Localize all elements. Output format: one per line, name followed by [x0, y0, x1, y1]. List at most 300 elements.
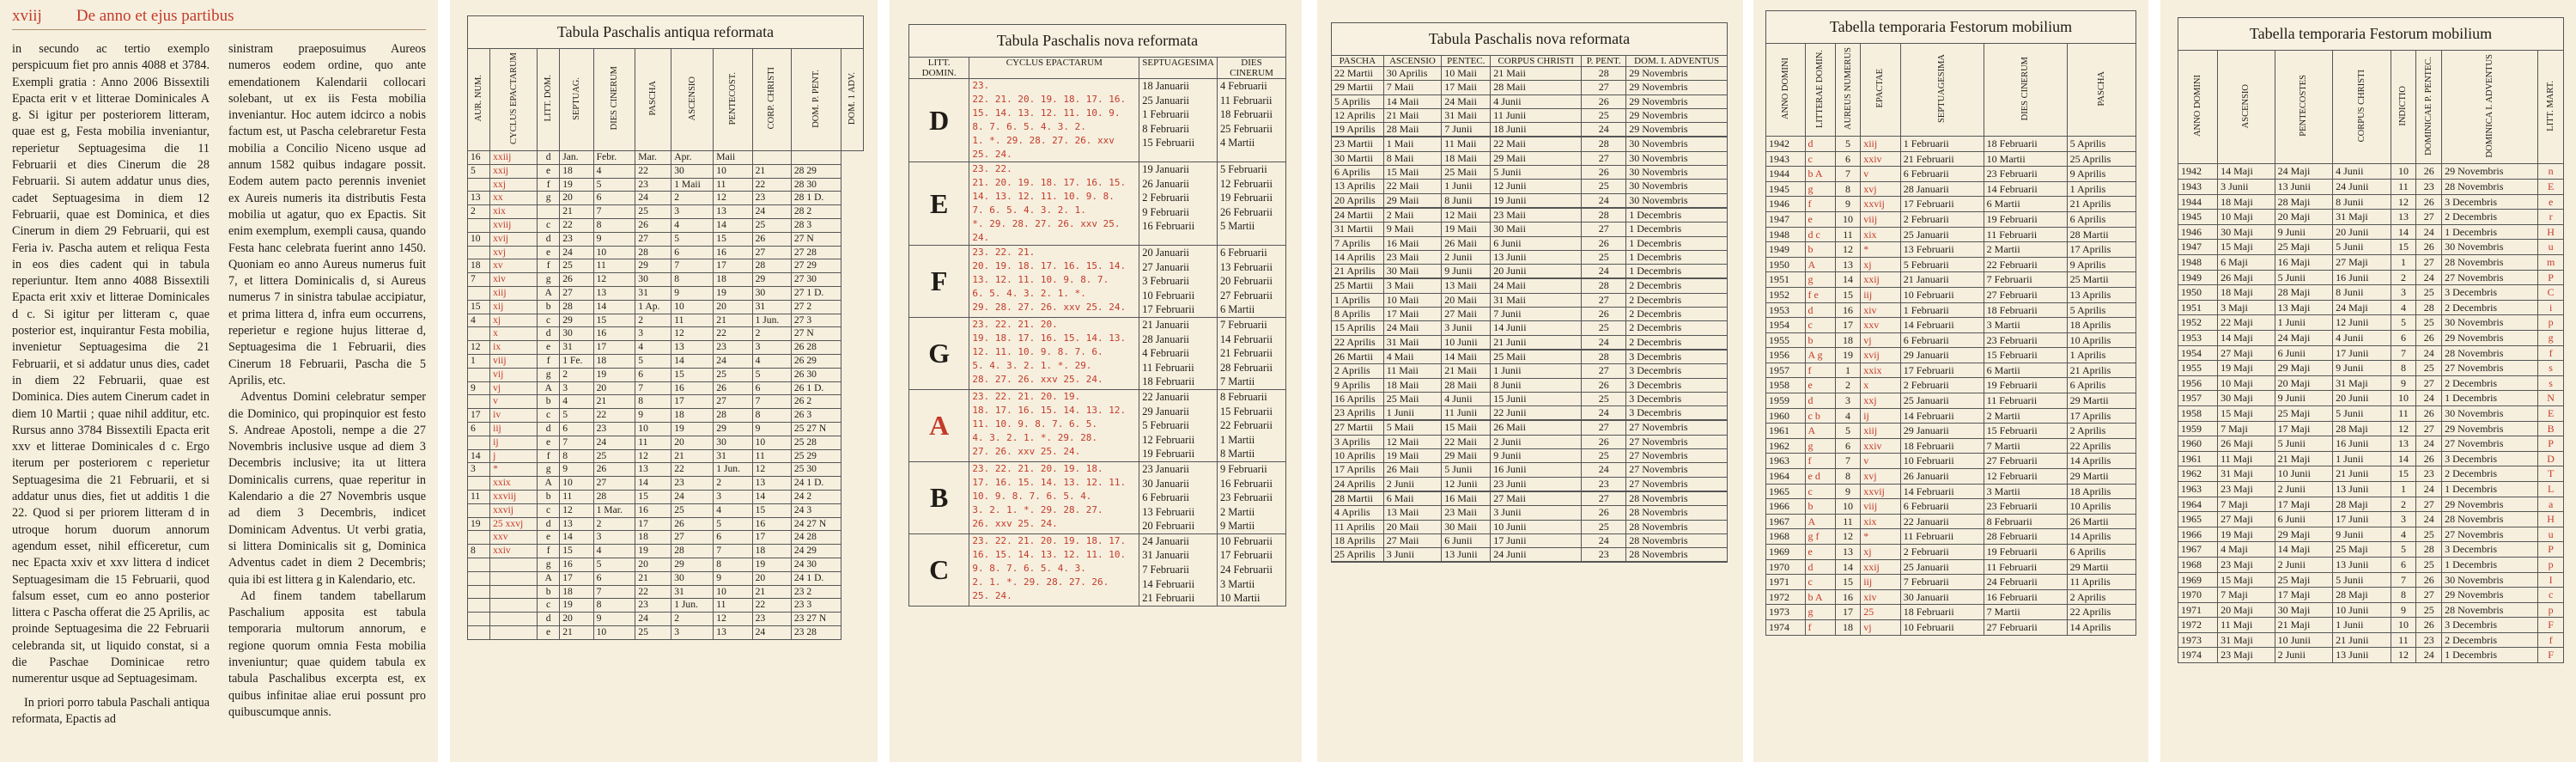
table-cell: i — [2538, 300, 2564, 315]
table-cell: 11 Junii — [1442, 406, 1491, 421]
table-cell: 18 Aprilis — [2067, 318, 2136, 333]
column-header — [2178, 51, 2218, 164]
table-cell: 2 Decembris — [2442, 632, 2538, 648]
table-row — [2178, 648, 2564, 663]
table-cell: 17 — [635, 517, 671, 531]
table-row — [1332, 137, 1728, 151]
dominical-letter: C — [909, 533, 969, 606]
table-cell: 8 — [593, 219, 635, 233]
table-cell: 10 Junii — [2333, 602, 2391, 618]
table-cell: 23 — [560, 232, 593, 246]
table-cell: 4 — [468, 314, 490, 327]
table-cell: 27 N — [791, 327, 841, 341]
running-head: De anno et ejus partibus — [76, 7, 234, 25]
table-cell: 17 — [752, 531, 791, 545]
table-cell: 5 — [1835, 136, 1860, 151]
table-row — [468, 463, 864, 477]
date-line: 31 Januarii — [1142, 549, 1189, 562]
table-row — [2178, 270, 2564, 285]
table-cell: 23 Maii — [1442, 506, 1491, 520]
table-cell: 25 — [2416, 527, 2442, 542]
column-header — [1861, 44, 1901, 137]
table-cell: 1 Aprilis — [1332, 293, 1384, 307]
table-cell: 10 Maii — [1383, 293, 1442, 307]
table-cell: 17 — [1835, 605, 1860, 620]
table-cell: 12 Junii — [1442, 477, 1491, 491]
table-cell: 24 3 — [791, 503, 841, 517]
epact-line: 4. 3. 2. 1. *. 29. 28. — [972, 431, 1098, 443]
table-cell: D — [2538, 451, 2564, 466]
table-cell: x — [1861, 378, 1901, 393]
table-cell: 18 — [560, 164, 593, 178]
column-header-label: EPACTAE — [1875, 69, 1886, 108]
table-cell: 26 Maii — [1491, 420, 1582, 435]
table-cell: 15 — [593, 314, 635, 327]
table-cell: 20 Junii — [2333, 224, 2391, 240]
table-cell: 1948 — [1766, 227, 1806, 242]
table-cell: 5 — [671, 232, 714, 246]
table-cell: 4 — [593, 164, 635, 178]
table-cell: 6 Martii — [1984, 363, 2067, 378]
table-cell: xij — [490, 300, 538, 314]
table-cell: 28 Martii — [1332, 491, 1384, 506]
epact-line: 11. 10. 9. 8. 7. 6. 5. — [972, 418, 1098, 430]
table-cell: 11 — [1835, 227, 1860, 242]
table-row — [468, 219, 864, 233]
table-cell: 13 — [593, 286, 635, 300]
table-cell: 22 Junii — [1491, 406, 1582, 421]
table-row — [468, 232, 864, 246]
table-cell: 21 — [752, 164, 791, 178]
table-cell: viij — [1861, 499, 1901, 515]
table-cell: 21 Maji — [2275, 618, 2332, 633]
date-line: 24 Januarii — [1142, 534, 1189, 547]
gutter — [878, 0, 890, 762]
table-cell: 1 Decembris — [2442, 648, 2538, 663]
table-cell: v — [1861, 167, 1901, 182]
table-cell: g — [538, 192, 560, 205]
table-cell: xxvij — [490, 503, 538, 517]
table-cell: 17 Maji — [2275, 588, 2332, 603]
table-cell: 3 Maji — [2218, 300, 2275, 315]
table-cell: 21 Januarii — [1900, 272, 1984, 288]
paragraph: Ad finem tandem tabellarum Paschalium apposita est tabula temporaria multorum annorum, e regione quorum omnia Festa mobilia inveniuntur; quae quidem tabula ex tabula Paschalibus excerpta est, ex quibus infinitae aliae erui possunt pro quibuscumque annis. — [228, 588, 426, 719]
table-cell: iij — [1861, 287, 1901, 302]
table-cell — [468, 395, 490, 409]
table-cell: 3 — [2391, 285, 2416, 301]
table-cell: 14 Maii — [1383, 94, 1442, 108]
table-cell: 7 — [593, 205, 635, 219]
table-cell: 1948 — [2178, 255, 2218, 271]
table-cell: 28 Novembris — [2442, 602, 2538, 618]
table-cell: 15 Maji — [2218, 240, 2275, 255]
table-cell: 3 — [1835, 393, 1860, 409]
table-row — [1332, 335, 1728, 350]
date-line: 9 Martii — [1219, 520, 1255, 533]
column-header: PASCHA — [1332, 56, 1384, 67]
table-cell: 2 Decembris — [2442, 210, 2538, 225]
table-cell: 21 — [635, 571, 671, 585]
table-cell: 25 — [2416, 602, 2442, 618]
table-cell: 1942 — [2178, 164, 2218, 180]
table-cell: 25 — [560, 259, 593, 273]
table-cell — [468, 613, 490, 626]
table-cell: 6 — [593, 192, 635, 205]
table-cell: 1945 — [2178, 210, 2218, 225]
epact-line: 19. 18. 17. 16. 15. 14. 13. — [972, 332, 1127, 344]
table-cell — [538, 205, 560, 219]
column-header — [752, 49, 791, 151]
table-cell: 25 Aprilis — [1332, 548, 1384, 563]
table-cell: 7 — [671, 259, 714, 273]
table-cell: xxij — [490, 164, 538, 178]
table-cell: 6 — [468, 422, 490, 436]
table-cell: c — [1805, 151, 1835, 167]
table-cell: 23 Maji — [2218, 557, 2275, 572]
table-row — [2178, 512, 2564, 527]
table-cell: 1973 — [2178, 632, 2218, 648]
table-cell: 21 Maii — [1442, 364, 1491, 378]
date-line: 1 Februarii — [1142, 108, 1189, 121]
gutter — [438, 0, 450, 762]
table-cell: 10 Junii — [2275, 466, 2332, 482]
table-cell: 5 Junii — [2275, 270, 2332, 285]
table-cell: xxvij — [1861, 484, 1901, 499]
table-cell: g — [2538, 331, 2564, 346]
table-cell: 15 — [468, 300, 490, 314]
table-cell: 1968 — [2178, 557, 2218, 572]
table-row — [1332, 477, 1728, 491]
table-cell: 27 3 — [791, 314, 841, 327]
table-cell: 26 30 — [791, 368, 841, 381]
table-row — [468, 409, 864, 423]
table-cell: 3 — [2391, 512, 2416, 527]
table-cell: 25 — [1582, 321, 1626, 335]
table-cell: 26 — [671, 517, 714, 531]
table-cell: 21 Aprilis — [1332, 265, 1384, 279]
table-cell: vj — [1861, 619, 1901, 635]
table-cell: 25 xxvj — [490, 517, 538, 531]
table-cell: 1962 — [1766, 438, 1806, 454]
table-row — [1766, 151, 2136, 167]
table-cell: 19 Maii — [1383, 449, 1442, 463]
table-cell: xxij — [1861, 559, 1901, 575]
table-cell: 7 Maji — [2218, 497, 2275, 512]
table-row — [1766, 378, 2136, 393]
table-cell: 21 Maii — [1383, 108, 1442, 122]
table-row — [2178, 497, 2564, 512]
epact-line: 12. 11. 10. 9. 8. 7. 6. — [972, 345, 1103, 357]
table-cell: A — [538, 381, 560, 395]
table-row — [1766, 605, 2136, 620]
table-cell: 22 Januarii — [1900, 514, 1984, 529]
date-line: 11 Februarii — [1142, 361, 1194, 374]
table-cell: 2 Martii — [1984, 242, 2067, 258]
table-cell: 29 Maji — [2275, 361, 2332, 376]
table-row — [1332, 94, 1728, 108]
table-cell: 29 Novembris — [1626, 94, 1728, 108]
table-cell: 22 Aprilis — [1332, 335, 1384, 350]
table-row — [1332, 67, 1728, 81]
table-cell: 19 — [1835, 348, 1860, 363]
table-cell: 8 Maii — [1383, 151, 1442, 165]
table-cell: 11 — [2391, 405, 2416, 421]
table-cell: 22 — [635, 585, 671, 599]
table-cell: 25 — [752, 219, 791, 233]
column-header-label: AUR. NUM. — [474, 75, 484, 122]
column-header-label: PENTECOST. — [727, 71, 738, 125]
column-header-label: PASCHA — [648, 81, 659, 116]
table-row — [468, 192, 864, 205]
date-line: 23 Januarii — [1142, 462, 1189, 475]
table-cell: iij — [1861, 575, 1901, 590]
column-header — [2333, 51, 2391, 164]
table-cell: 9 — [752, 422, 791, 436]
table-row — [1766, 499, 2136, 515]
epact-line: 2. 1. *. 29. 28. 27. 26. — [972, 576, 1109, 588]
table-row — [468, 477, 864, 491]
date-line: 10 Februarii — [1219, 534, 1273, 547]
table-cell: 9 — [593, 613, 635, 626]
table-cell: 21 Junii — [2333, 466, 2391, 482]
table-cell: 28 — [1582, 67, 1626, 81]
table-cell: e — [538, 341, 560, 355]
table-cell: d — [538, 517, 560, 531]
table-cell: Maii — [714, 151, 752, 165]
table-cell: 11 — [2391, 180, 2416, 195]
date-line: 8 Februarii — [1219, 390, 1267, 403]
table-cell: iij — [490, 422, 538, 436]
table-cell: 7 — [1835, 167, 1860, 182]
table-cell: xxviij — [490, 490, 538, 503]
table-cell: 1950 — [1766, 257, 1806, 272]
column-header — [2275, 51, 2332, 164]
table-cell: xiv — [490, 273, 538, 287]
table-cell: 9 — [714, 571, 752, 585]
table-cell: 29 Martii — [1332, 81, 1384, 94]
table-cell: 1 Aprilis — [2067, 348, 2136, 363]
table-cell: 5 Junii — [2275, 436, 2332, 452]
table-cell: e — [538, 625, 560, 639]
table-cell: 1954 — [2178, 345, 2218, 361]
table-cell: 21 Aprilis — [2067, 197, 2136, 212]
table-cell: xv — [490, 259, 538, 273]
table-row — [1766, 211, 2136, 227]
table-cell: 7 Junii — [1442, 123, 1491, 137]
table-cell: 13 Maji — [2275, 300, 2332, 315]
table-row — [2178, 632, 2564, 648]
table-cell: 11 — [671, 314, 714, 327]
table-cell: 16 — [752, 517, 791, 531]
table-cell: xj — [490, 314, 538, 327]
table-cell: 14 Maii — [1442, 350, 1491, 364]
table-cell: 28 Maji — [2333, 421, 2391, 436]
table-cell: 25 — [1582, 520, 1626, 533]
table-cell: 1967 — [2178, 542, 2218, 558]
table-cell: 3 Decembris — [1626, 364, 1728, 378]
table-cell: 21 Aprilis — [2067, 363, 2136, 378]
table-cell: 6 Junii — [1442, 533, 1491, 547]
table-cell: 1971 — [2178, 602, 2218, 618]
table-cell: 27 Novembris — [1626, 420, 1728, 435]
table-cell: 7 — [2391, 345, 2416, 361]
table-cell: 6 — [671, 246, 714, 259]
table-cell: 1942 — [1766, 136, 1806, 151]
table-cell: 29 — [671, 558, 714, 571]
table-cell: 17 Maji — [2275, 497, 2332, 512]
table-cell: r — [2538, 210, 2564, 225]
table-row — [1766, 363, 2136, 378]
table-cell: 12 Aprilis — [1332, 108, 1384, 122]
table-cell: 21 — [671, 449, 714, 463]
table-cell: 3 Decembris — [2442, 542, 2538, 558]
table-cell: 2 — [752, 327, 791, 341]
table-cell: p — [2538, 602, 2564, 618]
table-cell: 11 — [2391, 632, 2416, 648]
table-cell: 29 Januarii — [1900, 348, 1984, 363]
table-cell: 17 Aprilis — [2067, 242, 2136, 258]
table-cell: 5 — [2391, 315, 2416, 331]
table-row — [468, 286, 864, 300]
table-cell: 14 — [468, 449, 490, 463]
table-cell: 30 Novembris — [1626, 151, 1728, 165]
table-cell: xx — [490, 192, 538, 205]
table-cell: 7 Maii — [1383, 81, 1442, 94]
date-line: 17 Februarii — [1142, 303, 1195, 316]
table-cell: 24 Maji — [2275, 331, 2332, 346]
table-cell: 1966 — [2178, 527, 2218, 542]
table-cell: 11 Februarii — [1900, 529, 1984, 545]
table-cell: 3 Decembris — [1626, 406, 1728, 421]
table-row — [1332, 236, 1728, 250]
dies-cinerum-cell — [1217, 162, 1285, 246]
table-cell: 10 — [468, 232, 490, 246]
table-cell: vj — [490, 381, 538, 395]
table-cell — [752, 151, 791, 165]
table-cell: 12 — [468, 341, 490, 355]
table-cell: 20 — [714, 300, 752, 314]
table-cell: 10 — [714, 164, 752, 178]
table-cell: 1966 — [1766, 499, 1806, 515]
table-cell: 27 — [2416, 497, 2442, 512]
column-header — [2218, 51, 2275, 164]
table-cell: 2 Aprilis — [2067, 424, 2136, 439]
table-row — [2178, 361, 2564, 376]
table-row — [1766, 529, 2136, 545]
folio: xviij — [12, 7, 42, 25]
table-cell: ij — [490, 436, 538, 449]
table-cell: 17 — [593, 341, 635, 355]
table-cell: 30 Maii — [1442, 520, 1491, 533]
table-cell: xix — [1861, 514, 1901, 529]
table-cell: 1959 — [1766, 393, 1806, 409]
date-line: 14 Februarii — [1219, 332, 1273, 345]
table-cell: 29 Maii — [1383, 193, 1442, 208]
date-line: 22 Januarii — [1142, 390, 1189, 403]
table-cell: 29 Novembris — [2442, 497, 2538, 512]
table-cell: 5 — [714, 517, 752, 531]
date-line: 24 Februarii — [1219, 564, 1273, 576]
table-cell: 10 Junii — [2275, 632, 2332, 648]
table-cell: 1 Junii — [1383, 406, 1442, 421]
table-cell: 1 Decembris — [1626, 223, 1728, 236]
table-cell: xj — [1861, 257, 1901, 272]
table-row — [1332, 364, 1728, 378]
table-cell: 1965 — [1766, 484, 1806, 499]
table-row — [1332, 278, 1728, 293]
table-cell — [468, 477, 490, 491]
column-header: DIES CINERUM — [1217, 58, 1285, 79]
table-row — [2178, 345, 2564, 361]
table-cell: 26 Maji — [2218, 270, 2275, 285]
table-cell: 13 Maii — [1442, 278, 1491, 293]
table-cell: 10 — [1835, 499, 1860, 515]
column-header-label: PASCHA — [2096, 70, 2106, 107]
column-header — [1835, 44, 1860, 137]
table-title: Tabula Paschalis nova reformata — [1331, 22, 1728, 55]
table-cell: 12 — [635, 449, 671, 463]
table-cell: 13 — [671, 341, 714, 355]
table-cell: 16 Maji — [2275, 255, 2332, 271]
table-cell: 1958 — [1766, 378, 1806, 393]
table-cell: 24 Junii — [1491, 548, 1582, 563]
table-cell: B — [2538, 421, 2564, 436]
table-cell: d — [1805, 136, 1835, 151]
table-cell: 6 Junii — [2275, 512, 2332, 527]
table-cell: 24 — [752, 205, 791, 219]
table-cell: 24 Maii — [1383, 321, 1442, 335]
table-cell: 21 Maji — [2275, 451, 2332, 466]
table-cell: 1952 — [1766, 287, 1806, 302]
table-cell: 3 — [714, 490, 752, 503]
table-cell: g f — [1805, 529, 1835, 545]
table-cell: C — [2538, 285, 2564, 301]
table-cell: 29 Novembris — [2442, 331, 2538, 346]
table-cell: xxiij — [490, 151, 538, 165]
table-row — [468, 273, 864, 287]
table-cell: 26 — [2416, 194, 2442, 210]
table-cell: 1968 — [1766, 529, 1806, 545]
table-cell: 24 — [635, 192, 671, 205]
table-cell: 5 Junii — [1491, 166, 1582, 180]
column-header-label: CORPUS CHRISTI — [2356, 70, 2366, 143]
table-cell: f — [538, 178, 560, 192]
table-cell: 13 — [560, 517, 593, 531]
table-cell: 31 Maji — [2218, 632, 2275, 648]
table-cell: 20 — [671, 436, 714, 449]
table-cell: 9 — [1835, 197, 1860, 212]
table-cell: 19 Februarii — [1984, 378, 2067, 393]
table-cell: N — [2538, 391, 2564, 406]
table-cell: 14 Maji — [2218, 164, 2275, 180]
table-cell — [791, 151, 841, 165]
table-cell: 29 — [714, 422, 752, 436]
table-cell: 27 — [1582, 364, 1626, 378]
paschal-table-nova-epacts — [908, 57, 1286, 607]
date-line: 23 Februarii — [1219, 491, 1273, 504]
table-cell: 27 28 — [791, 246, 841, 259]
table-cell: 6 — [2391, 331, 2416, 346]
table-cell: 31 — [714, 449, 752, 463]
epact-cycle — [969, 162, 1139, 246]
table-cell: 22 — [671, 463, 714, 477]
table-cell: 31 Maii — [1383, 335, 1442, 350]
table-cell: 31 — [752, 300, 791, 314]
table-cell: 27 N — [791, 232, 841, 246]
table-cell: 12 — [1835, 529, 1860, 545]
table-cell: 14 — [635, 477, 671, 491]
table-cell: 24 — [1582, 335, 1626, 350]
